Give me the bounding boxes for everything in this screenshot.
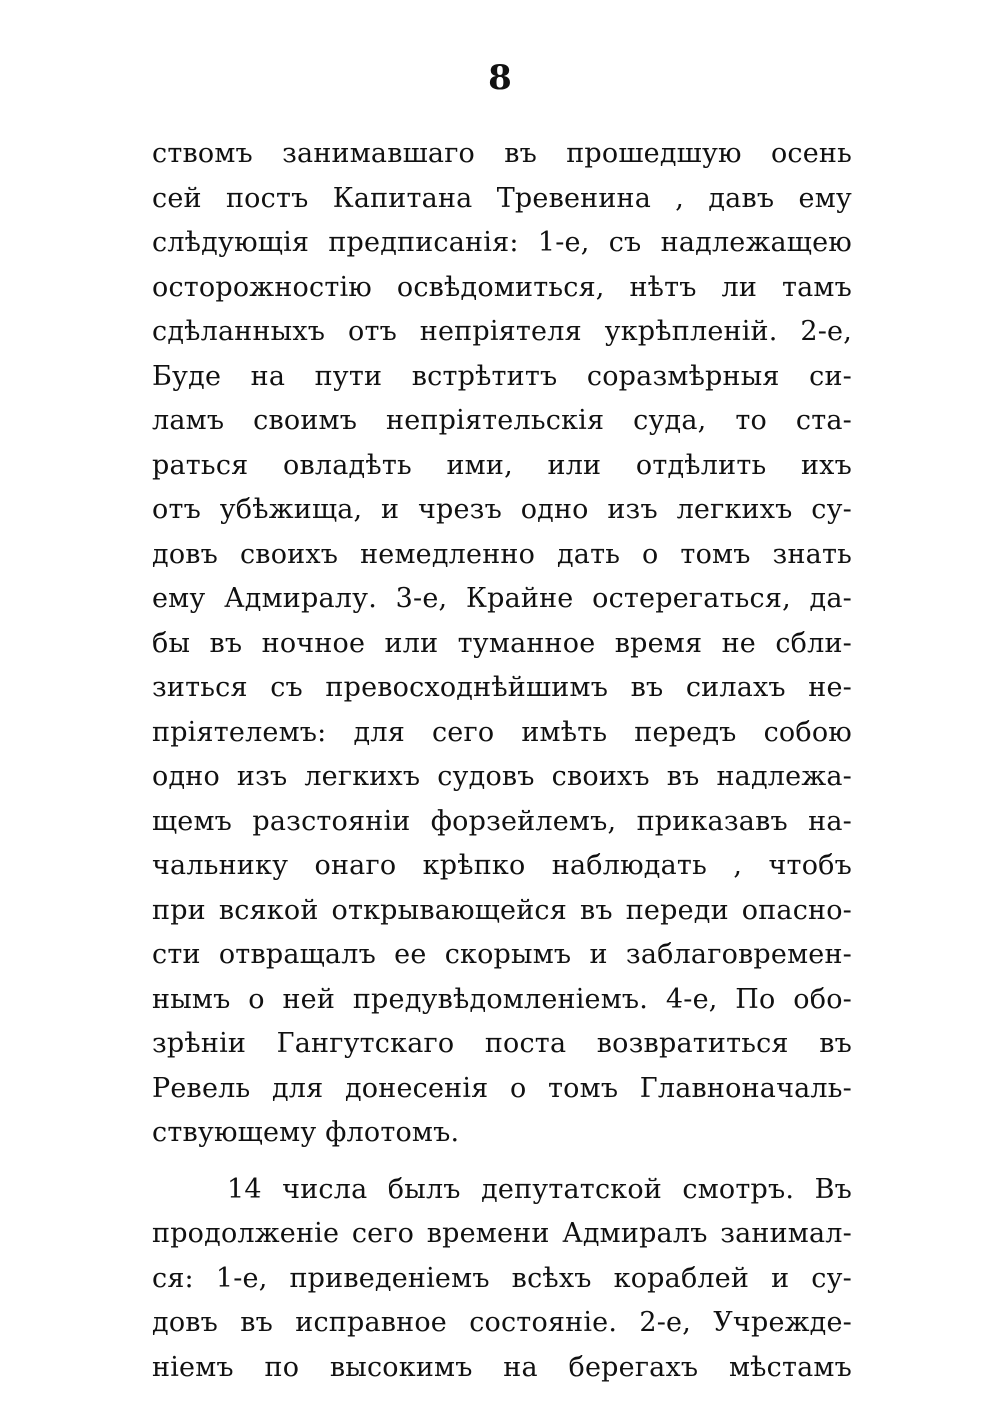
text-line: бы въ ночное или туманное время не сбли- (152, 627, 852, 659)
text-line: слѣдующія предписанія: 1-е, съ надлежащею (152, 227, 852, 258)
text-line: сей постъ Капитана Тревенина , давъ ему (152, 182, 852, 214)
text-line: ствомъ занимавшаго въ прошедшую осень (152, 138, 852, 169)
paragraph-end-line: ствующему флотомъ. (152, 1117, 460, 1148)
text-line: ніемъ по высокимъ на берегахъ мѣстамъ (152, 1351, 852, 1383)
text-line: продолженіе сего времени Адмиралъ занимал- (152, 1218, 852, 1249)
text-line: зиться съ превосходнѣйшимъ въ силахъ не- (152, 672, 852, 703)
text-line: нымъ о ней предувѣдомленіемъ. 4-е, По обо- (152, 983, 852, 1015)
text-line: зрѣніи Гангутскаго поста возвратиться въ (152, 1028, 852, 1059)
text-line: чальнику онаго крѣпко наблюдать , чтобъ (152, 850, 852, 881)
text-line: ему Адмиралу. 3-е, Крайне остерегаться, да- (152, 583, 852, 614)
text-line: довъ въ исправное состояніе. 2-е, Учрежде- (152, 1307, 852, 1338)
text-line: пріятелемъ: для сего имѣть передъ собою (152, 716, 852, 748)
text-line: довъ своихъ немедленно дать о томъ знать (152, 538, 852, 570)
text-line: Буде на пути встрѣтитъ соразмѣрныя си- (152, 360, 852, 392)
text-line: сдѣланныхъ отъ непріятеля укрѣпленій. 2-е, (152, 316, 852, 347)
text-line: раться овладѣть ими, или отдѣлить ихъ (152, 449, 852, 481)
text-line: одно изъ легкихъ судовъ своихъ въ надлежа- (152, 761, 852, 792)
page-number: 8 (488, 58, 512, 98)
text-line: щемъ разстояніи форзейлемъ, приказавъ на- (152, 805, 852, 837)
text-line: Ревель для донесенія о томъ Главноначаль- (152, 1072, 852, 1104)
text-line: отъ убѣжища, и чрезъ одно изъ легкихъ су- (152, 494, 852, 525)
text-line: сти отвращалъ ее скорымъ и заблаговремен- (152, 939, 852, 970)
text-line: ся: 1-е, приведеніемъ всѣхъ кораблей и су- (152, 1262, 852, 1294)
text-line: при всякой открывающейся въ переди опасно- (152, 894, 852, 926)
text-line: ламъ своимъ непріятельскія суда, то ста- (152, 405, 852, 436)
paragraph-start-line: 14 числа былъ депутатской смотръ. Въ (227, 1173, 852, 1205)
body-text (152, 132, 852, 1390)
text-line: осторожностію освѣдомиться, нѣтъ ли тамъ (152, 271, 852, 303)
